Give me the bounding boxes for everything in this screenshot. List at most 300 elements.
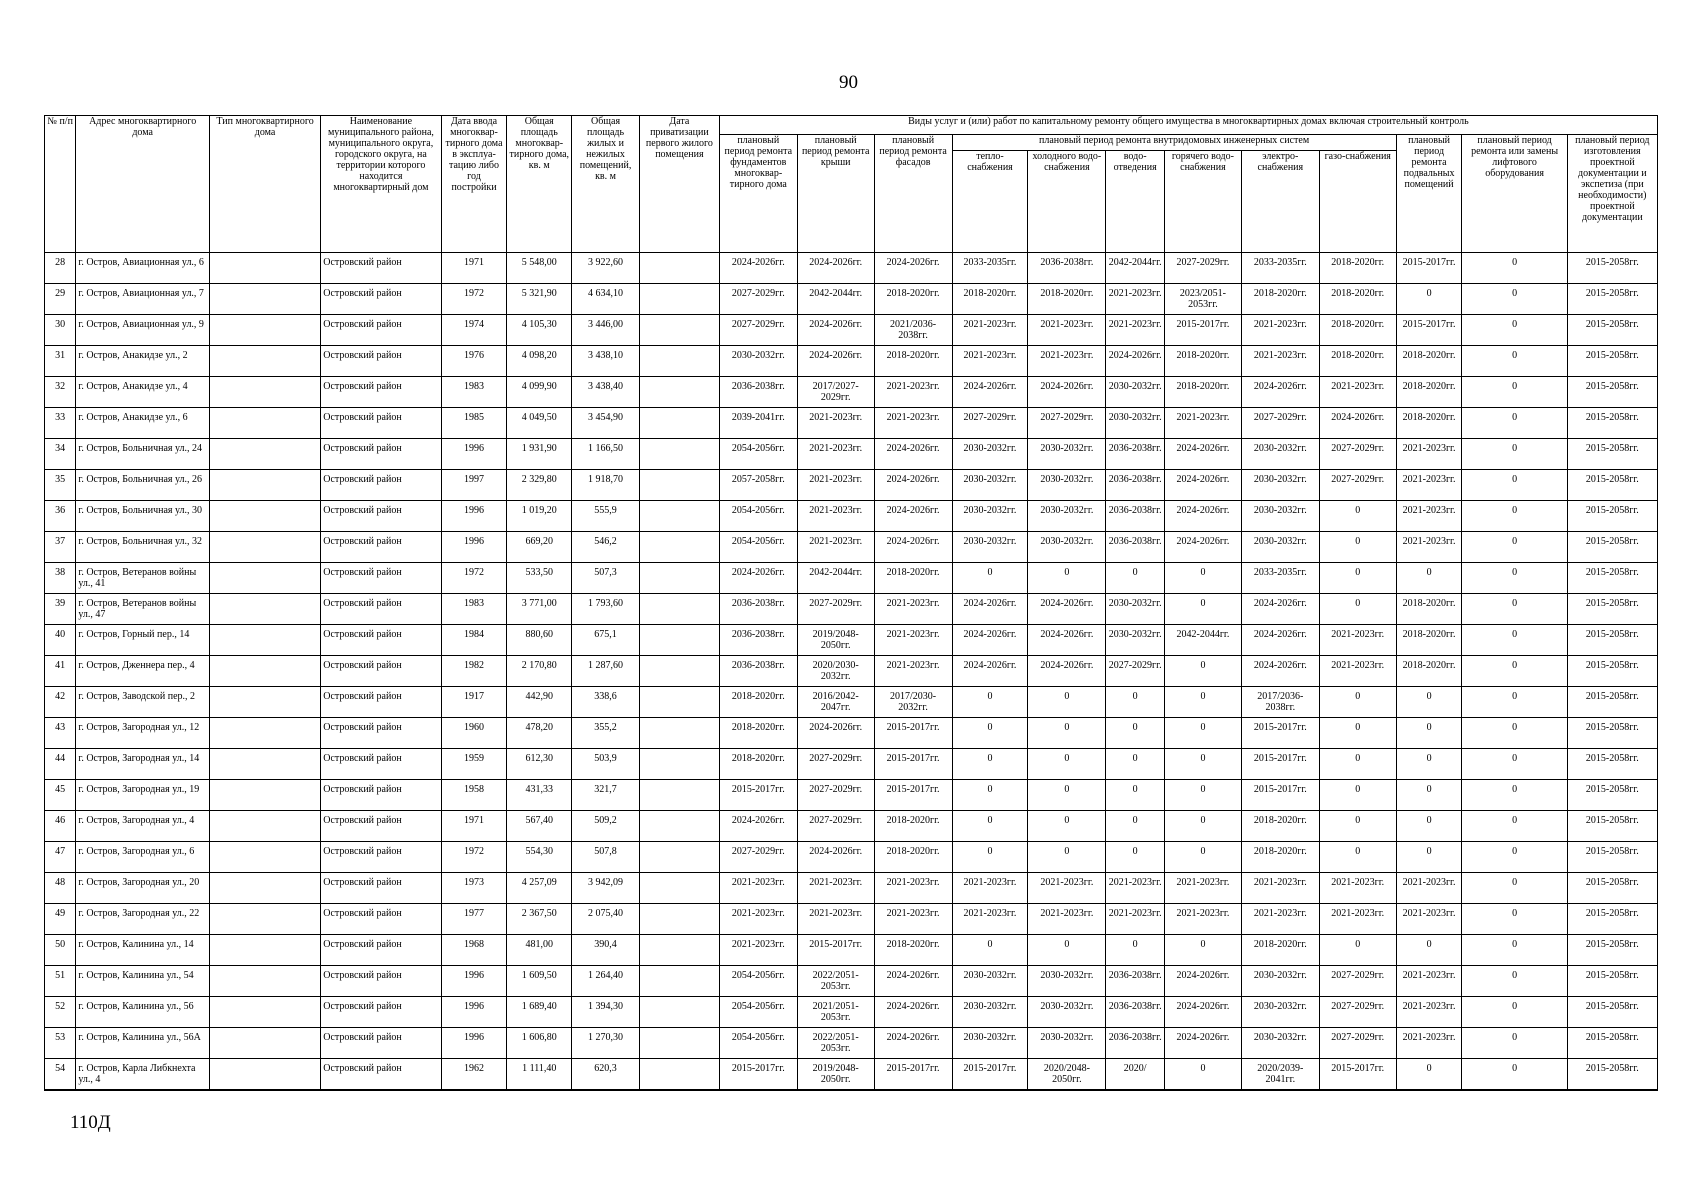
- cell-total-area: 442,90: [507, 687, 572, 718]
- cell-basement-period: 2021-2023гг.: [1396, 966, 1462, 997]
- cell-foundation-period: 2024-2026гг.: [719, 811, 797, 842]
- cell-heat-period: 2024-2026гг.: [952, 594, 1028, 625]
- cell-cold-water-period: 2030-2032гг.: [1028, 470, 1106, 501]
- header-privatization: Дата приватизации первого жилого помещения: [639, 116, 719, 253]
- cell-privatization-date: [639, 439, 719, 470]
- cell-basement-period: 0: [1396, 842, 1462, 873]
- cell-design-period: 2015-2058гг.: [1567, 935, 1657, 966]
- cell-district: Островский район: [321, 253, 441, 284]
- cell-electro-period: 2017/2036-2038гг.: [1241, 687, 1319, 718]
- cell-facade-period: 2021-2023гг.: [874, 625, 952, 656]
- cell-foundation-period: 2036-2038гг.: [719, 625, 797, 656]
- cell-cold-water-period: 0: [1028, 842, 1106, 873]
- cell-hot-water-period: 2024-2026гг.: [1165, 439, 1242, 470]
- cell-year: 1997: [441, 470, 507, 501]
- cell-sewage-period: 0: [1106, 935, 1165, 966]
- cell-row-number: 50: [45, 935, 76, 966]
- cell-heat-period: 2024-2026гг.: [952, 656, 1028, 687]
- cell-district: Островский район: [321, 1059, 441, 1090]
- cell-roof-period: 2019/2048-2050гг.: [797, 625, 874, 656]
- cell-row-number: 32: [45, 377, 76, 408]
- cell-electro-period: 2015-2017гг.: [1241, 718, 1319, 749]
- cell-cold-water-period: 0: [1028, 780, 1106, 811]
- table-row: [45, 253, 1658, 284]
- cell-foundation-period: 2021-2023гг.: [719, 935, 797, 966]
- cell-hot-water-period: 2024-2026гг.: [1165, 470, 1242, 501]
- cell-elevator-period: 0: [1462, 470, 1567, 501]
- table-row: [45, 935, 1658, 966]
- cell-electro-period: 2021-2023гг.: [1241, 315, 1319, 346]
- cell-facade-period: 2015-2017гг.: [874, 718, 952, 749]
- cell-roof-period: 2024-2026гг.: [797, 842, 874, 873]
- cell-living-area: 507,8: [572, 842, 640, 873]
- cell-living-area: 3 922,60: [572, 253, 640, 284]
- cell-row-number: 36: [45, 501, 76, 532]
- cell-year: 1983: [441, 377, 507, 408]
- capital-repair-table: [44, 115, 1658, 1091]
- cell-design-period: 2015-2058гг.: [1567, 377, 1657, 408]
- cell-gas-period: 0: [1319, 780, 1396, 811]
- cell-sewage-period: 2020/: [1106, 1059, 1165, 1090]
- cell-cold-water-period: 2018-2020гг.: [1028, 284, 1106, 315]
- cell-basement-period: 2021-2023гг.: [1396, 904, 1462, 935]
- cell-foundation-period: 2018-2020гг.: [719, 687, 797, 718]
- cell-hot-water-period: 2027-2029гг.: [1165, 253, 1242, 284]
- cell-gas-period: 0: [1319, 687, 1396, 718]
- cell-row-number: 40: [45, 625, 76, 656]
- cell-district: Островский район: [321, 842, 441, 873]
- cell-house-type: [209, 315, 320, 346]
- cell-privatization-date: [639, 873, 719, 904]
- cell-hot-water-period: 0: [1165, 811, 1242, 842]
- cell-electro-period: 2024-2026гг.: [1241, 377, 1319, 408]
- cell-year: 1959: [441, 749, 507, 780]
- cell-design-period: 2015-2058гг.: [1567, 780, 1657, 811]
- cell-elevator-period: 0: [1462, 904, 1567, 935]
- cell-elevator-period: 0: [1462, 284, 1567, 315]
- cell-sewage-period: 0: [1106, 842, 1165, 873]
- cell-year: 1983: [441, 594, 507, 625]
- cell-design-period: 2015-2058гг.: [1567, 594, 1657, 625]
- cell-foundation-period: 2036-2038гг.: [719, 377, 797, 408]
- cell-privatization-date: [639, 408, 719, 439]
- table-row: [45, 811, 1658, 842]
- cell-roof-period: 2027-2029гг.: [797, 749, 874, 780]
- cell-foundation-period: 2054-2056гг.: [719, 532, 797, 563]
- cell-living-area: 1 793,60: [572, 594, 640, 625]
- cell-address: г. Остров, Больничная ул., 24: [76, 439, 210, 470]
- cell-privatization-date: [639, 625, 719, 656]
- cell-district: Островский район: [321, 346, 441, 377]
- cell-district: Островский район: [321, 563, 441, 594]
- cell-year: 1996: [441, 439, 507, 470]
- cell-district: Островский район: [321, 656, 441, 687]
- cell-cold-water-period: 2030-2032гг.: [1028, 966, 1106, 997]
- cell-design-period: 2015-2058гг.: [1567, 811, 1657, 842]
- cell-row-number: 29: [45, 284, 76, 315]
- cell-row-number: 39: [45, 594, 76, 625]
- cell-sewage-period: 0: [1106, 687, 1165, 718]
- cell-row-number: 30: [45, 315, 76, 346]
- cell-total-area: 2 170,80: [507, 656, 572, 687]
- cell-design-period: 2015-2058гг.: [1567, 842, 1657, 873]
- cell-house-type: [209, 377, 320, 408]
- cell-cold-water-period: 0: [1028, 935, 1106, 966]
- header-total-area: Общая площадь многоквар-тирного дома, кв. м: [507, 116, 572, 253]
- cell-facade-period: 2024-2026гг.: [874, 966, 952, 997]
- cell-total-area: 2 329,80: [507, 470, 572, 501]
- table-row: [45, 997, 1658, 1028]
- cell-living-area: 555,9: [572, 501, 640, 532]
- table-row: [45, 439, 1658, 470]
- cell-facade-period: 2021-2023гг.: [874, 377, 952, 408]
- cell-address: г. Остров, Карла Либкнехта ул., 4: [76, 1059, 210, 1090]
- cell-foundation-period: 2030-2032гг.: [719, 346, 797, 377]
- cell-total-area: 5 548,00: [507, 253, 572, 284]
- cell-roof-period: 2042-2044гг.: [797, 563, 874, 594]
- cell-facade-period: 2024-2026гг.: [874, 470, 952, 501]
- cell-living-area: 509,2: [572, 811, 640, 842]
- cell-cold-water-period: 0: [1028, 749, 1106, 780]
- cell-district: Островский район: [321, 904, 441, 935]
- cell-facade-period: 2024-2026гг.: [874, 1028, 952, 1059]
- cell-sewage-period: 2021-2023гг.: [1106, 315, 1165, 346]
- cell-district: Островский район: [321, 284, 441, 315]
- cell-sewage-period: 2030-2032гг.: [1106, 377, 1165, 408]
- cell-sewage-period: 2024-2026гг.: [1106, 346, 1165, 377]
- cell-basement-period: 0: [1396, 749, 1462, 780]
- cell-row-number: 46: [45, 811, 76, 842]
- cell-living-area: 1 264,40: [572, 966, 640, 997]
- cell-hot-water-period: 2023/2051-2053гг.: [1165, 284, 1242, 315]
- cell-gas-period: 2024-2026гг.: [1319, 408, 1396, 439]
- cell-elevator-period: 0: [1462, 842, 1567, 873]
- cell-gas-period: 0: [1319, 594, 1396, 625]
- cell-year: 1982: [441, 656, 507, 687]
- cell-privatization-date: [639, 842, 719, 873]
- cell-total-area: 4 105,30: [507, 315, 572, 346]
- cell-hot-water-period: 0: [1165, 749, 1242, 780]
- cell-house-type: [209, 532, 320, 563]
- cell-year: 1996: [441, 501, 507, 532]
- header-gas: газо-снабжения: [1319, 151, 1396, 253]
- header-address: Адрес многоквартирного дома: [76, 116, 210, 253]
- cell-gas-period: 2027-2029гг.: [1319, 966, 1396, 997]
- cell-design-period: 2015-2058гг.: [1567, 687, 1657, 718]
- cell-cold-water-period: 2021-2023гг.: [1028, 346, 1106, 377]
- cell-roof-period: 2021-2023гг.: [797, 408, 874, 439]
- cell-house-type: [209, 625, 320, 656]
- cell-privatization-date: [639, 1059, 719, 1090]
- cell-district: Островский район: [321, 718, 441, 749]
- cell-cold-water-period: 2030-2032гг.: [1028, 501, 1106, 532]
- cell-privatization-date: [639, 687, 719, 718]
- cell-basement-period: 2018-2020гг.: [1396, 625, 1462, 656]
- cell-design-period: 2015-2058гг.: [1567, 408, 1657, 439]
- cell-address: г. Остров, Больничная ул., 32: [76, 532, 210, 563]
- header-facade: плановый период ремонта фасадов: [874, 135, 952, 253]
- cell-living-area: 2 075,40: [572, 904, 640, 935]
- cell-living-area: 1 394,30: [572, 997, 640, 1028]
- cell-heat-period: 2024-2026гг.: [952, 625, 1028, 656]
- cell-district: Островский район: [321, 1028, 441, 1059]
- cell-year: 1972: [441, 284, 507, 315]
- cell-design-period: 2015-2058гг.: [1567, 501, 1657, 532]
- cell-cold-water-period: 2024-2026гг.: [1028, 656, 1106, 687]
- cell-row-number: 35: [45, 470, 76, 501]
- cell-total-area: 1 931,90: [507, 439, 572, 470]
- cell-foundation-period: 2036-2038гг.: [719, 594, 797, 625]
- cell-facade-period: 2018-2020гг.: [874, 811, 952, 842]
- cell-address: г. Остров, Загородная ул., 22: [76, 904, 210, 935]
- cell-heat-period: 2030-2032гг.: [952, 501, 1028, 532]
- cell-facade-period: 2018-2020гг.: [874, 935, 952, 966]
- cell-basement-period: 0: [1396, 284, 1462, 315]
- cell-house-type: [209, 811, 320, 842]
- cell-electro-period: 2030-2032гг.: [1241, 532, 1319, 563]
- cell-facade-period: 2021/2036-2038гг.: [874, 315, 952, 346]
- cell-elevator-period: 0: [1462, 346, 1567, 377]
- cell-row-number: 53: [45, 1028, 76, 1059]
- cell-basement-period: 0: [1396, 780, 1462, 811]
- cell-total-area: 1 606,80: [507, 1028, 572, 1059]
- cell-basement-period: 2018-2020гг.: [1396, 408, 1462, 439]
- cell-heat-period: 2027-2029гг.: [952, 408, 1028, 439]
- cell-design-period: 2015-2058гг.: [1567, 904, 1657, 935]
- cell-gas-period: 2027-2029гг.: [1319, 997, 1396, 1028]
- cell-foundation-period: 2015-2017гг.: [719, 780, 797, 811]
- cell-electro-period: 2030-2032гг.: [1241, 501, 1319, 532]
- table-row: [45, 532, 1658, 563]
- cell-house-type: [209, 1059, 320, 1090]
- cell-house-type: [209, 501, 320, 532]
- cell-gas-period: 2021-2023гг.: [1319, 656, 1396, 687]
- cell-row-number: 43: [45, 718, 76, 749]
- cell-privatization-date: [639, 656, 719, 687]
- cell-electro-period: 2030-2032гг.: [1241, 470, 1319, 501]
- cell-house-type: [209, 687, 320, 718]
- cell-roof-period: 2027-2029гг.: [797, 811, 874, 842]
- cell-heat-period: 0: [952, 935, 1028, 966]
- cell-cold-water-period: 0: [1028, 718, 1106, 749]
- cell-sewage-period: 0: [1106, 563, 1165, 594]
- cell-cold-water-period: 2030-2032гг.: [1028, 1028, 1106, 1059]
- cell-electro-period: 2033-2035гг.: [1241, 253, 1319, 284]
- cell-total-area: 4 099,90: [507, 377, 572, 408]
- cell-hot-water-period: 2018-2020гг.: [1165, 377, 1242, 408]
- cell-basement-period: 2021-2023гг.: [1396, 439, 1462, 470]
- cell-design-period: 2015-2058гг.: [1567, 997, 1657, 1028]
- cell-roof-period: 2021-2023гг.: [797, 470, 874, 501]
- cell-district: Островский район: [321, 501, 441, 532]
- cell-living-area: 3 438,10: [572, 346, 640, 377]
- cell-address: г. Остров, Загородная ул., 4: [76, 811, 210, 842]
- cell-cold-water-period: 2024-2026гг.: [1028, 594, 1106, 625]
- cell-elevator-period: 0: [1462, 501, 1567, 532]
- cell-year: 1996: [441, 1028, 507, 1059]
- cell-hot-water-period: 0: [1165, 842, 1242, 873]
- cell-living-area: 3 446,00: [572, 315, 640, 346]
- cell-heat-period: 2030-2032гг.: [952, 532, 1028, 563]
- cell-row-number: 31: [45, 346, 76, 377]
- header-roof: плановый период ремонта крыши: [797, 135, 874, 253]
- cell-basement-period: 2018-2020гг.: [1396, 377, 1462, 408]
- cell-hot-water-period: 0: [1165, 687, 1242, 718]
- cell-heat-period: 0: [952, 718, 1028, 749]
- cell-foundation-period: 2027-2029гг.: [719, 284, 797, 315]
- cell-design-period: 2015-2058гг.: [1567, 315, 1657, 346]
- cell-electro-period: 2020/2039-2041гг.: [1241, 1059, 1319, 1090]
- cell-cold-water-period: 2030-2032гг.: [1028, 439, 1106, 470]
- cell-total-area: 669,20: [507, 532, 572, 563]
- cell-total-area: 2 367,50: [507, 904, 572, 935]
- cell-heat-period: 0: [952, 842, 1028, 873]
- cell-living-area: 321,7: [572, 780, 640, 811]
- cell-hot-water-period: 0: [1165, 1059, 1242, 1090]
- cell-facade-period: 2015-2017гг.: [874, 1059, 952, 1090]
- table-row: [45, 563, 1658, 594]
- cell-design-period: 2015-2058гг.: [1567, 563, 1657, 594]
- cell-house-type: [209, 718, 320, 749]
- cell-roof-period: 2021-2023гг.: [797, 904, 874, 935]
- cell-year: 1968: [441, 935, 507, 966]
- cell-electro-period: 2024-2026гг.: [1241, 594, 1319, 625]
- cell-basement-period: 0: [1396, 1059, 1462, 1090]
- cell-address: г. Остров, Дженнера пер., 4: [76, 656, 210, 687]
- cell-design-period: 2015-2058гг.: [1567, 873, 1657, 904]
- cell-row-number: 42: [45, 687, 76, 718]
- cell-house-type: [209, 1028, 320, 1059]
- cell-row-number: 49: [45, 904, 76, 935]
- cell-gas-period: 0: [1319, 563, 1396, 594]
- cell-sewage-period: 0: [1106, 780, 1165, 811]
- header-elevator: плановый период ремонта или замены лифтового оборудования: [1462, 135, 1567, 253]
- cell-foundation-period: 2054-2056гг.: [719, 1028, 797, 1059]
- cell-roof-period: 2021-2023гг.: [797, 439, 874, 470]
- cell-heat-period: 2030-2032гг.: [952, 439, 1028, 470]
- cell-gas-period: 2021-2023гг.: [1319, 625, 1396, 656]
- cell-privatization-date: [639, 284, 719, 315]
- cell-house-type: [209, 966, 320, 997]
- cell-basement-period: 2018-2020гг.: [1396, 346, 1462, 377]
- cell-heat-period: 2021-2023гг.: [952, 904, 1028, 935]
- cell-address: г. Остров, Ветеранов войны ул., 47: [76, 594, 210, 625]
- cell-year: 1984: [441, 625, 507, 656]
- cell-cold-water-period: 2020/2048-2050гг.: [1028, 1059, 1106, 1090]
- header-design: плановый период изготовления проектной документации и экспетиза (при необходимости) проектной документации: [1567, 135, 1657, 253]
- cell-hot-water-period: 0: [1165, 780, 1242, 811]
- cell-house-type: [209, 346, 320, 377]
- cell-address: г. Остров, Больничная ул., 30: [76, 501, 210, 532]
- cell-basement-period: 0: [1396, 687, 1462, 718]
- cell-gas-period: 2018-2020гг.: [1319, 284, 1396, 315]
- cell-elevator-period: 0: [1462, 966, 1567, 997]
- cell-house-type: [209, 284, 320, 315]
- cell-year: 1996: [441, 997, 507, 1028]
- table-row: [45, 408, 1658, 439]
- cell-facade-period: 2015-2017гг.: [874, 749, 952, 780]
- cell-basement-period: 2021-2023гг.: [1396, 997, 1462, 1028]
- cell-foundation-period: 2015-2017гг.: [719, 1059, 797, 1090]
- cell-privatization-date: [639, 501, 719, 532]
- cell-address: г. Остров, Загородная ул., 20: [76, 873, 210, 904]
- cell-district: Островский район: [321, 966, 441, 997]
- cell-design-period: 2015-2058гг.: [1567, 1028, 1657, 1059]
- cell-gas-period: 2018-2020гг.: [1319, 253, 1396, 284]
- cell-basement-period: 2018-2020гг.: [1396, 594, 1462, 625]
- cell-cold-water-period: 0: [1028, 687, 1106, 718]
- cell-gas-period: 2021-2023гг.: [1319, 377, 1396, 408]
- cell-elevator-period: 0: [1462, 253, 1567, 284]
- cell-address: г. Остров, Калинина ул., 56А: [76, 1028, 210, 1059]
- cell-roof-period: 2024-2026гг.: [797, 253, 874, 284]
- cell-house-type: [209, 439, 320, 470]
- cell-electro-period: 2030-2032гг.: [1241, 1028, 1319, 1059]
- cell-total-area: 1 689,40: [507, 997, 572, 1028]
- cell-sewage-period: 2021-2023гг.: [1106, 873, 1165, 904]
- cell-facade-period: 2021-2023гг.: [874, 594, 952, 625]
- cell-total-area: 431,33: [507, 780, 572, 811]
- cell-electro-period: 2021-2023гг.: [1241, 346, 1319, 377]
- cell-cold-water-period: 2021-2023гг.: [1028, 873, 1106, 904]
- cell-sewage-period: 2036-2038гг.: [1106, 470, 1165, 501]
- cell-house-type: [209, 749, 320, 780]
- cell-total-area: 1 111,40: [507, 1059, 572, 1090]
- cell-hot-water-period: 0: [1165, 718, 1242, 749]
- cell-cold-water-period: 0: [1028, 563, 1106, 594]
- cell-elevator-period: 0: [1462, 625, 1567, 656]
- header-num: № п/п: [45, 116, 76, 253]
- cell-basement-period: 2015-2017гг.: [1396, 253, 1462, 284]
- header-heat: тепло-снабжения: [952, 151, 1028, 253]
- cell-hot-water-period: 2024-2026гг.: [1165, 966, 1242, 997]
- cell-sewage-period: 0: [1106, 811, 1165, 842]
- cell-foundation-period: 2018-2020гг.: [719, 749, 797, 780]
- cell-sewage-period: 0: [1106, 749, 1165, 780]
- cell-gas-period: 0: [1319, 935, 1396, 966]
- cell-year: 1960: [441, 718, 507, 749]
- cell-foundation-period: 2027-2029гг.: [719, 842, 797, 873]
- cell-sewage-period: 2021-2023гг.: [1106, 904, 1165, 935]
- cell-design-period: 2015-2058гг.: [1567, 1059, 1657, 1090]
- cell-heat-period: 0: [952, 811, 1028, 842]
- cell-district: Островский район: [321, 594, 441, 625]
- cell-design-period: 2015-2058гг.: [1567, 253, 1657, 284]
- cell-privatization-date: [639, 594, 719, 625]
- cell-design-period: 2015-2058гг.: [1567, 625, 1657, 656]
- cell-elevator-period: 0: [1462, 1028, 1567, 1059]
- cell-facade-period: 2018-2020гг.: [874, 563, 952, 594]
- cell-house-type: [209, 997, 320, 1028]
- cell-privatization-date: [639, 253, 719, 284]
- cell-row-number: 38: [45, 563, 76, 594]
- cell-row-number: 34: [45, 439, 76, 470]
- cell-house-type: [209, 594, 320, 625]
- cell-basement-period: 2021-2023гг.: [1396, 1028, 1462, 1059]
- cell-roof-period: 2021-2023гг.: [797, 873, 874, 904]
- cell-basement-period: 2021-2023гг.: [1396, 470, 1462, 501]
- cell-district: Островский район: [321, 873, 441, 904]
- cell-privatization-date: [639, 532, 719, 563]
- cell-gas-period: 2027-2029гг.: [1319, 1028, 1396, 1059]
- cell-year: 1974: [441, 315, 507, 346]
- cell-electro-period: 2018-2020гг.: [1241, 811, 1319, 842]
- cell-total-area: 5 321,90: [507, 284, 572, 315]
- cell-address: г. Остров, Авиационная ул., 9: [76, 315, 210, 346]
- cell-house-type: [209, 253, 320, 284]
- table-body: [45, 253, 1658, 1090]
- table-row: [45, 656, 1658, 687]
